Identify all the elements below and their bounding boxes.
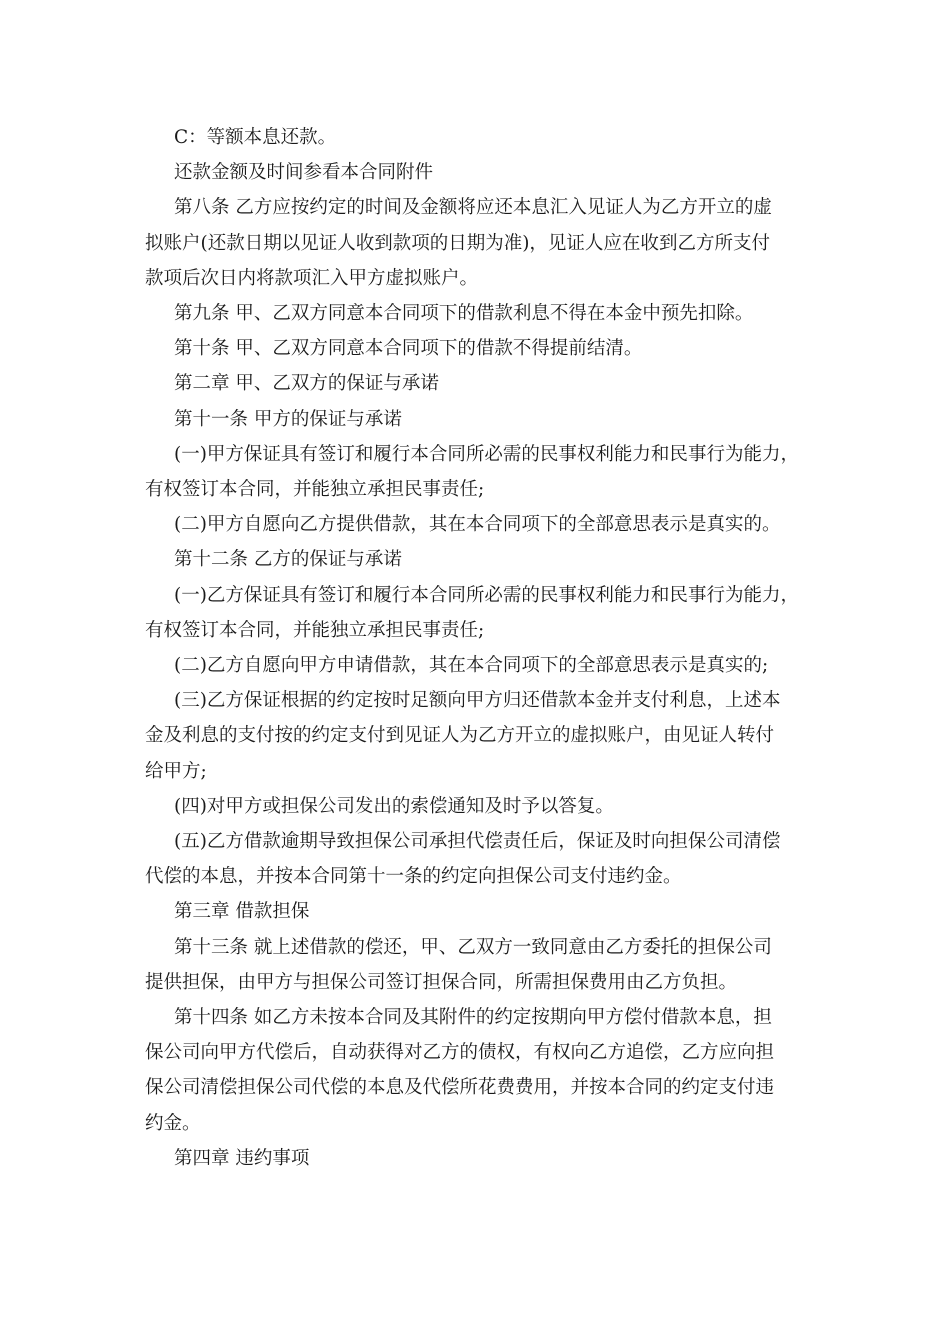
text-line: (四)对甲方或担保公司发出的索偿通知及时予以答复。 — [174, 795, 614, 817]
text-line: 第二章 甲、乙双方的保证与承诺 — [174, 373, 439, 395]
text-line: (二)甲方自愿向乙方提供借款，其在本合同项下的全部意思表示是真实的。 — [174, 514, 781, 536]
paragraph-article-14 — [145, 1000, 815, 1141]
text-line: 款项后次日内将款项汇入甲方虚拟账户。 — [145, 267, 479, 289]
paragraph-article-11-item-2 — [145, 507, 815, 542]
text-line: 给甲方; — [145, 760, 207, 782]
text-line: (五)乙方借款逾期导致担保公司承担代偿责任后，保证及时向担保公司清偿 — [174, 831, 781, 853]
text-line: 第十四条 如乙方未按本合同及其附件的约定按期向甲方偿付借款本息，担 — [174, 1007, 772, 1029]
text-line: (一)乙方保证具有签订和履行本合同所必需的民事权利能力和民事行为能力， — [174, 584, 799, 606]
text-line: 有权签订本合同，并能独立承担民事责任; — [145, 619, 485, 641]
text-line: 第九条 甲、乙双方同意本合同项下的借款利息不得在本金中预先扣除。 — [174, 303, 754, 325]
text-line: 第八条 乙方应按约定的时间及金额将应还本息汇入见证人为乙方开立的虚 — [174, 197, 772, 219]
paragraph-article-10 — [145, 331, 815, 366]
text-line: 第十条 甲、乙双方同意本合同项下的借款不得提前结清。 — [174, 338, 643, 360]
text-line: 保公司向甲方代偿后，自动获得对乙方的债权，有权向乙方追偿，乙方应向担 — [145, 1042, 775, 1064]
paragraph-article-12-item-3 — [145, 683, 815, 789]
text-line: 约金。 — [145, 1112, 201, 1134]
paragraph-article-12-item-1 — [145, 578, 815, 648]
text-line: 第十二条 乙方的保证与承诺 — [174, 549, 402, 571]
text-line: 金及利息的支付按的约定支付到见证人为乙方开立的虚拟账户，由见证人转付 — [145, 725, 775, 747]
chapter-heading-3 — [145, 894, 815, 929]
text-line: 提供担保，由甲方与担保公司签订担保合同，所需担保费用由乙方负担。 — [145, 971, 738, 993]
paragraph-repayment-method — [145, 120, 815, 155]
paragraph-article-8 — [145, 190, 815, 296]
paragraph-article-9 — [145, 296, 815, 331]
text-line: 第三章 借款担保 — [174, 901, 310, 923]
paragraph-article-11-item-1 — [145, 437, 815, 507]
text-line: 有权签订本合同，并能独立承担民事责任; — [145, 479, 485, 501]
text-line: 拟账户(还款日期以见证人收到款项的日期为准)，见证人应在收到乙方所支付 — [145, 232, 770, 254]
text-line: 第十一条 甲方的保证与承诺 — [174, 408, 402, 430]
chapter-heading-2 — [145, 366, 815, 401]
text-line: (二)乙方自愿向甲方申请借款，其在本合同项下的全部意思表示是真实的; — [174, 655, 769, 677]
paragraph-repayment-schedule-note — [145, 155, 815, 190]
paragraph-article-12-item-5 — [145, 824, 815, 894]
text-line: (三)乙方保证根据的约定按时足额向甲方归还借款本金并支付利息，上述本 — [174, 690, 781, 712]
text-line: 代偿的本息，并按本合同第十一条的约定向担保公司支付违约金。 — [145, 866, 682, 888]
text-line: 保公司清偿担保公司代偿的本息及代偿所花费费用，并按本合同的约定支付违 — [145, 1077, 775, 1099]
paragraph-article-12-item-2 — [145, 648, 815, 683]
document-body — [145, 120, 815, 1176]
text-line: (一)甲方保证具有签订和履行本合同所必需的民事权利能力和民事行为能力， — [174, 443, 799, 465]
text-line: 第十三条 就上述借款的偿还，甲、乙双方一致同意由乙方委托的担保公司 — [174, 936, 772, 958]
paragraph-article-12-item-4 — [145, 789, 815, 824]
paragraph-article-11-title — [145, 402, 815, 437]
paragraph-article-13 — [145, 930, 815, 1000]
text-line: C：等额本息还款。 — [174, 127, 337, 148]
text-line: 还款金额及时间参看本合同附件 — [174, 162, 434, 184]
paragraph-article-12-title — [145, 542, 815, 577]
chapter-heading-4 — [145, 1141, 815, 1176]
text-line: 第四章 违约事项 — [174, 1147, 310, 1169]
